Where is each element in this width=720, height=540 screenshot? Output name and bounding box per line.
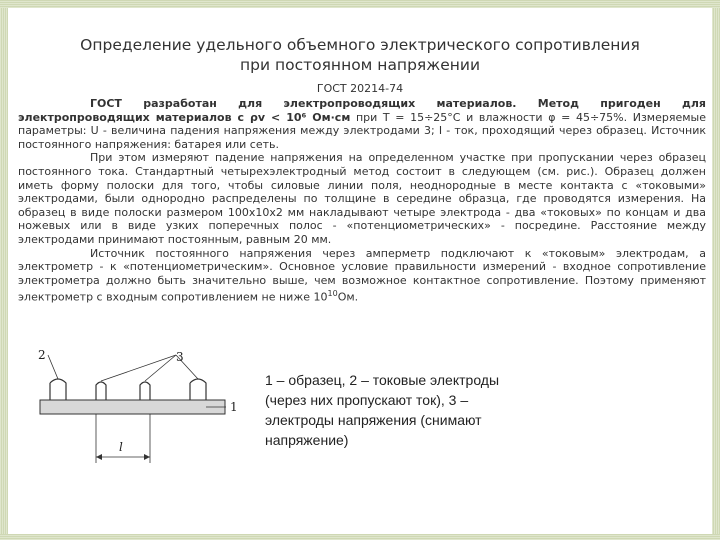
leader-2 xyxy=(48,355,58,379)
leader-3a xyxy=(101,355,176,381)
current-electrode-left xyxy=(50,379,66,400)
dim-arrow-right xyxy=(144,454,150,460)
label-3: 3 xyxy=(176,350,184,364)
sample-strip xyxy=(40,400,225,414)
leader-3b xyxy=(145,355,176,381)
paragraph-3-superscript: 10 xyxy=(327,289,338,299)
paragraph-3-end: Ом. xyxy=(337,290,359,304)
label-1: 1 xyxy=(230,400,238,414)
frame-top xyxy=(0,0,720,8)
body-text xyxy=(18,97,706,305)
slide-title xyxy=(30,35,690,75)
current-electrode-right xyxy=(190,379,206,400)
title-line-1: Определение удельного объемного электрического сопротивления xyxy=(80,36,640,54)
label-l: l xyxy=(119,440,123,454)
paragraph-3-main: Источник постоянного напряжения через амперметр подключают к «токовым» электродам, а электрометр - к «потенциометрическим». Основное условие правильности измерений - входное сопротивление электрометра должно быть значительно выше, чем возможное контактное сопротивление. Поэтому применяют электрометр с входным сопротивлением не ниже 10 xyxy=(18,246,706,304)
dim-arrow-left xyxy=(96,454,102,460)
paragraph-1-rest: при Т = 15÷25°С и влажности φ = 45÷75%. Измеряемые параметры: U - величина падения напряжения между электродами 3; I - ток, проходящий через образец. Источник постоянного напряжения: батарея или сеть. xyxy=(18,110,706,151)
frame-bottom xyxy=(0,534,720,540)
paragraph-2: При этом измеряют падение напряжения на определенном участке при пропускании через образец постоянного тока. Стандартный четырехэлектродный метод состоит в следующем (см. рис.). Образец должен иметь форму полоски для того, чтобы силовые линии поля, неоднородные в месте контакта с «токовыми» электродами, были однородно распределены по толщине в середине образца, где проводятся измерения. На образец в виде полоски размером 100х10х2 мм накладывают четыре электрода - два «токовых» по концам и два ножевых или в виде узких поперечных полос - «потенциометрических» - посредине. Расстояние между электродами принимают постоянным, равным 20 мм. xyxy=(18,151,706,246)
paragraph-1 xyxy=(18,97,706,151)
figure-legend: 1 – образец, 2 – токовые электроды (через них пропускают ток), 3 – электроды напряжения (снимают напряжение) xyxy=(265,372,500,448)
electrode-diagram xyxy=(30,345,250,475)
label-2: 2 xyxy=(38,348,46,362)
title-line-2: при постоянном напряжении xyxy=(239,56,481,74)
frame-left xyxy=(0,0,8,540)
gost-number: ГОСТ 20214-74 xyxy=(316,82,404,95)
potential-electrode-left xyxy=(96,382,106,400)
paragraph-3 xyxy=(18,247,706,305)
frame-right xyxy=(712,0,720,540)
paragraph-1-bold: ГОСТ разработан для электропроводящих материалов. Метод пригоден для электропроводящих материалов с ρv < 10⁶ Ом·см xyxy=(18,97,706,124)
potential-electrode-right xyxy=(140,382,150,400)
